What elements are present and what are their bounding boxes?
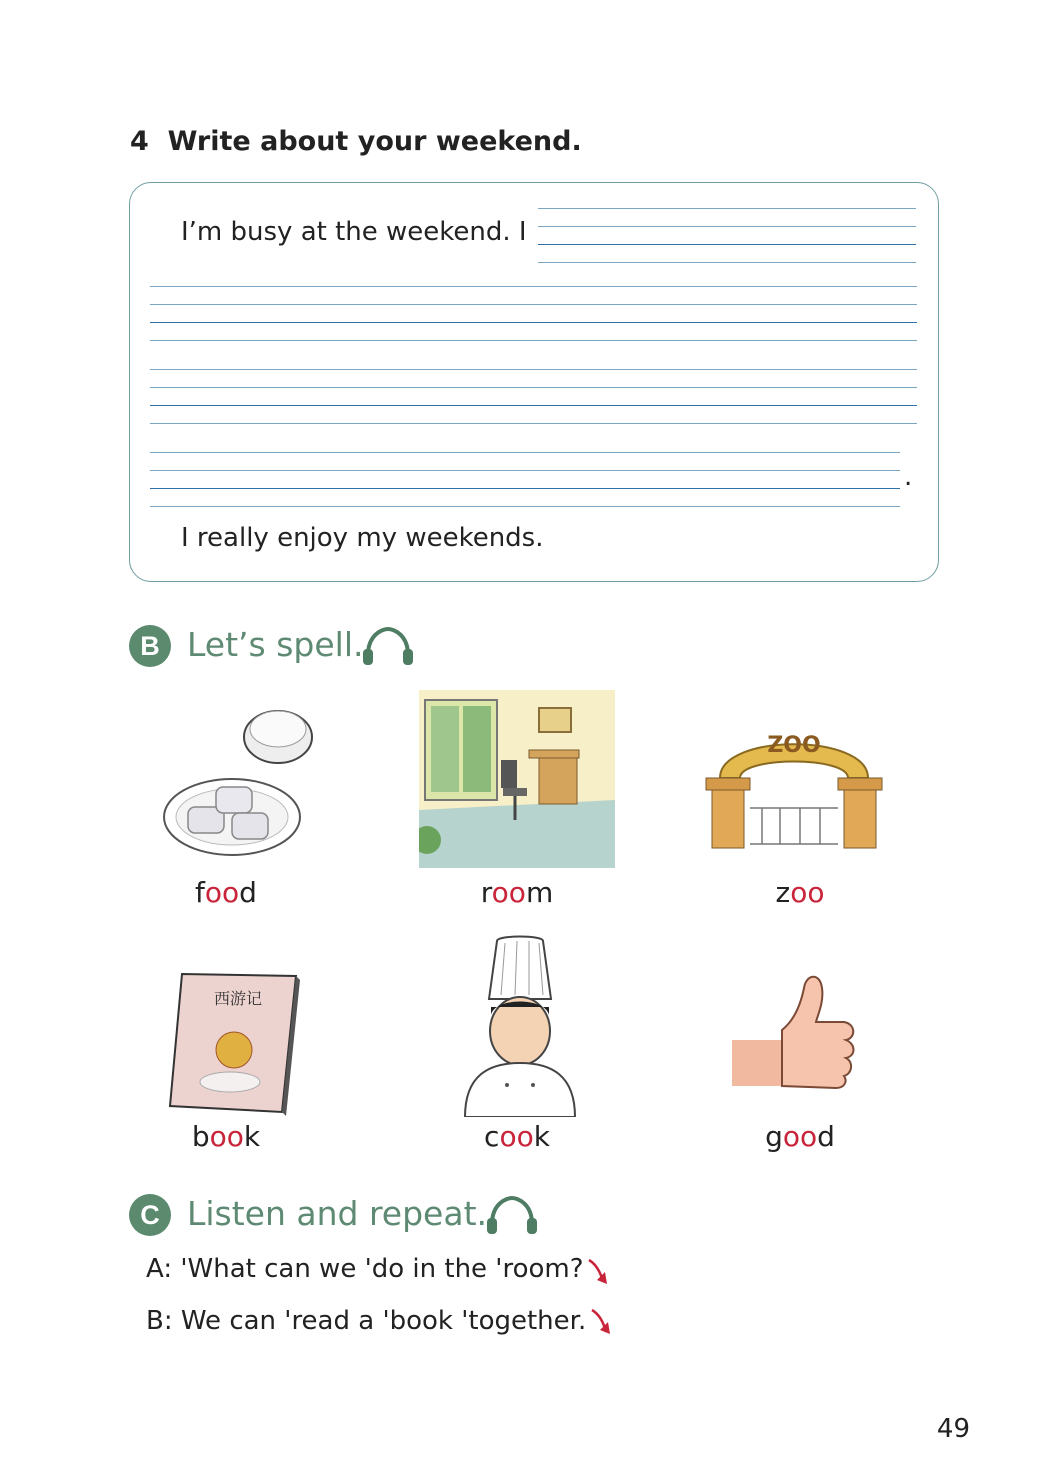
writing-lines-1[interactable]	[538, 208, 916, 264]
speaker-b: B:	[146, 1306, 173, 1336]
falling-intonation-arrow-icon	[588, 1306, 614, 1338]
good-picture	[732, 968, 860, 1090]
word-book: book	[191, 1120, 261, 1153]
task-heading: Write about your weekend.	[167, 126, 582, 157]
section-b-title: Let’s spell.	[187, 625, 364, 664]
zoo-sign: ZOO	[767, 733, 821, 758]
section-c-title: Listen and repeat.	[187, 1194, 488, 1233]
final-period: .	[904, 462, 913, 492]
task-number: 4	[130, 126, 149, 157]
word-room: room	[480, 876, 554, 909]
room-picture	[419, 690, 615, 868]
line-a-text: 'What can we 'do in the 'room?	[180, 1254, 584, 1284]
word-good: good	[765, 1120, 835, 1153]
falling-intonation-arrow-icon	[585, 1256, 611, 1288]
word-cook: cook	[484, 1120, 550, 1153]
zoo-picture	[700, 718, 888, 853]
opening-sentence: I’m busy at the weekend. I	[181, 217, 527, 247]
word-food: food	[195, 876, 257, 909]
writing-lines-2[interactable]	[150, 286, 917, 342]
section-b-badge: B	[129, 625, 171, 667]
page-number: 49	[936, 1414, 970, 1444]
book-cover-title: 西游记	[213, 989, 263, 1008]
food-picture	[160, 705, 330, 860]
writing-lines-4[interactable]	[150, 452, 900, 508]
speaker-a: A:	[146, 1254, 173, 1284]
dialog-line-b	[146, 1306, 586, 1336]
cook-picture	[445, 935, 595, 1117]
headphones-icon[interactable]	[484, 1194, 540, 1236]
book-picture	[168, 970, 300, 1116]
headphones-icon[interactable]	[360, 625, 416, 667]
writing-lines-3[interactable]	[150, 369, 917, 425]
line-b-text: We can 'read a 'book 'together.	[180, 1306, 587, 1336]
dialog-line-a	[146, 1254, 584, 1284]
section-c-badge: C	[129, 1194, 171, 1236]
task-4-title	[130, 126, 582, 157]
closing-sentence: I really enjoy my weekends.	[181, 523, 544, 553]
word-zoo: zoo	[775, 876, 825, 909]
